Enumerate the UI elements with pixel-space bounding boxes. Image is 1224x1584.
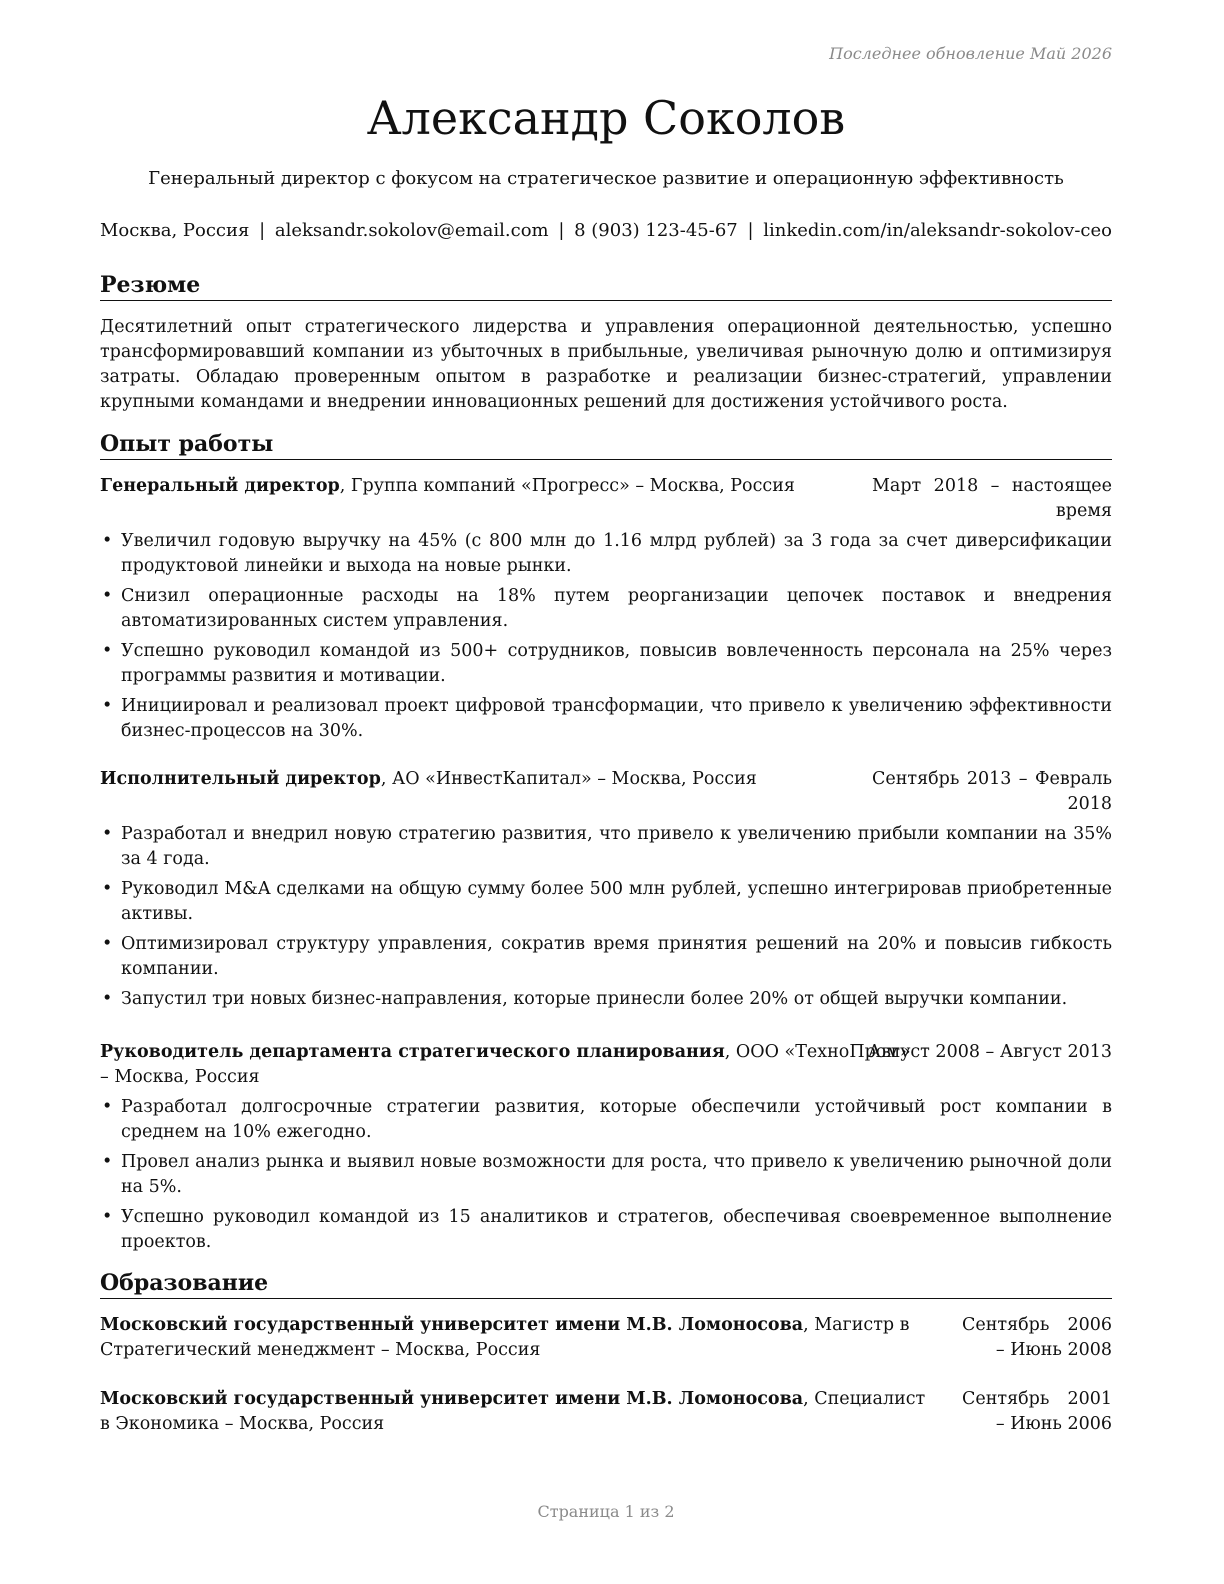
contact-line: [100, 218, 1112, 244]
page-number: Страница 1 из 2: [537, 1502, 675, 1521]
job-header: [100, 767, 1112, 817]
contact-separator: |: [259, 220, 266, 241]
list-item: • Оптимизировал структуру управления, сократив время принятия решений на 20% и повысив гибкость компании.: [100, 932, 1112, 982]
list-item: • Инициировал и реализовал проект цифровой трансформации, что привело к увеличению эффективности бизнес-процессов на 30%.: [100, 694, 1112, 744]
job-role: Генеральный директор: [100, 476, 340, 496]
job-bullets: [100, 529, 1112, 749]
last-updated: Последнее обновление Май 2026: [829, 44, 1112, 63]
contact-phone[interactable]: 8 (903) 123-45-67: [574, 220, 738, 241]
candidate-name: Александр Соколов: [366, 91, 846, 145]
job-dates: Август 2008 – Август 2013: [867, 1042, 1112, 1062]
education-entry: [100, 1387, 1112, 1437]
list-item: • Успешно руководил командой из 15 аналитиков и стратегов, обеспечивая своевременное выполнение проектов.: [100, 1205, 1112, 1255]
job-header: [100, 474, 1112, 524]
job-bullets: [100, 1095, 1112, 1260]
tagline: Генеральный директор с фокусом на стратегическое развитие и операционную эффективность: [148, 168, 1064, 189]
job-role: Руководитель департамента стратегического планирования: [100, 1042, 725, 1062]
list-item: • Разработал долгосрочные стратегии развития, которые обеспечили устойчивый рост компании в среднем на 10% ежегодно.: [100, 1095, 1112, 1145]
contact-location: Москва, Россия: [100, 220, 250, 241]
list-item: • Запустил три новых бизнес-направления, которые принесли более 20% от общей выручки компании.: [100, 987, 1112, 1012]
job-title-line: [100, 767, 757, 792]
section-title-summary: Резюме: [100, 270, 1112, 301]
education-degree: , Специалист: [803, 1389, 926, 1409]
section-title-experience: Опыт работы: [100, 429, 1112, 460]
list-item: • Провел анализ рынка и выявил новые возможности для роста, что привело к увеличению рыночной доли на 5%.: [100, 1150, 1112, 1200]
job-company: , ООО «ТехноПром»: [724, 1042, 911, 1062]
education-school: Московский государственный университет имени М.В. Ломоносова: [100, 1389, 804, 1409]
job-header: [100, 1040, 1112, 1090]
education-entry: [100, 1313, 1112, 1363]
education-degree: , Магистр в: [803, 1315, 910, 1335]
summary-text: Десятилетний опыт стратегического лидерства и управления операционной деятельностью, успешно трансформировавший компании из убыточных в прибыльные, увеличивая рыночную долю и оптимизируя затраты. Обладаю проверенным опытом в разработке и реализации бизнес-стратегий, управлении крупными командами и внедрении инновационных решений для достижения устойчивого роста.: [100, 317, 1112, 412]
section-title-education: Образование: [100, 1268, 1112, 1299]
education-details: [100, 1387, 970, 1437]
contact-email[interactable]: aleksandr.sokolov@email.com: [274, 220, 549, 241]
list-item: • Разработал и внедрил новую стратегию развития, что привело к увеличению прибыли компании на 35% за 4 года.: [100, 822, 1112, 872]
education-field: Стратегический менеджмент – Москва, Россия: [100, 1340, 541, 1360]
list-item: • Увеличил годовую выручку на 45% (с 800 млн до 1.16 млрд рублей) за 3 года за счет диверсификации продуктовой линейки и выхода на новые рынки.: [100, 529, 1112, 579]
job-dates: Март 2018 – настоящее время: [872, 476, 1112, 521]
education-dates: Сентябрь 2001 – Июнь 2006: [962, 1389, 1112, 1434]
job-dates: Сентябрь 2013 – Февраль 2018: [872, 769, 1112, 814]
job-company: , Группа компаний «Прогресс» – Москва, Россия: [339, 476, 795, 496]
job-location: – Москва, Россия: [100, 1067, 260, 1087]
contact-separator: |: [747, 220, 754, 241]
education-details: [100, 1313, 970, 1363]
education-field: в Экономика – Москва, Россия: [100, 1414, 385, 1434]
resume-page: [100, 0, 1112, 1584]
job-company: , АО «ИнвестКапитал» – Москва, Россия: [380, 769, 757, 789]
job-role: Исполнительный директор: [100, 769, 381, 789]
job-bullets: [100, 822, 1112, 1017]
list-item: • Руководил M&A сделками на общую сумму более 500 млн рублей, успешно интегрировав приобретенные активы.: [100, 877, 1112, 927]
list-item: • Успешно руководил командой из 500+ сотрудников, повысив вовлеченность персонала на 25% через программы развития и мотивации.: [100, 639, 1112, 689]
education-dates: Сентябрь 2006 – Июнь 2008: [962, 1315, 1112, 1360]
contact-linkedin[interactable]: linkedin.com/in/aleksandr-sokolov-ceo: [763, 220, 1112, 241]
job-title-line: [100, 474, 795, 499]
contact-separator: |: [558, 220, 565, 241]
list-item: • Снизил операционные расходы на 18% путем реорганизации цепочек поставок и внедрения автоматизированных систем управления.: [100, 584, 1112, 634]
education-school: Московский государственный университет имени М.В. Ломоносова: [100, 1315, 804, 1335]
